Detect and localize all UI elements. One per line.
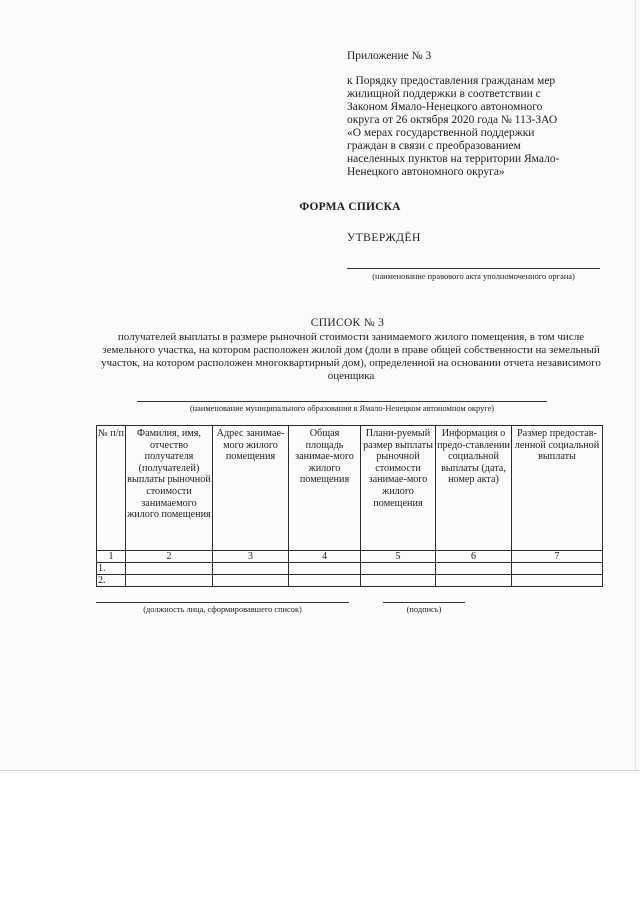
column-number: 4 (289, 551, 361, 563)
page-edge-shadow (635, 0, 636, 770)
column-header: Общая площадь занимае-мого жилого помещения (289, 426, 361, 551)
column-number-row (97, 551, 603, 563)
column-header: Адрес занимае-мого жилого помещения (213, 426, 289, 551)
appendix-line: жилищной поддержки в соответствии с (347, 88, 541, 100)
list-title: СПИСОК № 3 (310, 317, 385, 329)
column-header: Плани-руемый размер выплаты рыночной стоимости занимае-мого жилого помещения (361, 426, 436, 551)
table-cell (436, 563, 512, 575)
table-cell (126, 563, 213, 575)
legal-act-line (347, 268, 600, 269)
column-header: Размер предостав-ленной социальной выплаты (512, 426, 603, 551)
table-cell (436, 575, 512, 587)
column-number: 2 (126, 551, 213, 563)
table-cell (126, 575, 213, 587)
row-number: 1. (97, 563, 126, 575)
appendix-title: Приложение № 3 (347, 50, 432, 62)
column-number: 7 (512, 551, 603, 563)
column-number: 5 (361, 551, 436, 563)
table-cell (213, 575, 289, 587)
table-cell (512, 563, 603, 575)
position-signature-line (96, 602, 349, 603)
table-cell (361, 575, 436, 587)
appendix-line: округа от 26 октября 2020 года № 113-ЗАО (347, 114, 558, 126)
appendix-line: граждан в связи с преобразованием (347, 140, 521, 152)
table-row (97, 563, 603, 575)
table-header-row (97, 426, 603, 551)
form-heading: ФОРМА СПИСКА (299, 201, 401, 213)
signature-caption: (подпись) (406, 605, 442, 614)
column-header: № п/п (97, 426, 126, 551)
municipality-line (137, 401, 547, 402)
appendix-line: Законом Ямало-Ненецкого автономного (347, 101, 543, 113)
legal-act-caption: (наименование правового акта уполномоченного органа) (372, 272, 575, 281)
appendix-line: к Порядку предоставления гражданам мер (347, 75, 556, 87)
table-cell (213, 563, 289, 575)
table-cell (361, 563, 436, 575)
list-description: получателей выплаты в размере рыночной стоимости занимаемого жилого помещения, в том числе земельного участка, на котором расположен жилой дом (доли в праве общей собственности на земельный участок, на котором расположен многоквартирный дом), определенной на основании отчета независимого оценщика (101, 331, 601, 382)
recipients-table (96, 425, 603, 587)
table-cell (289, 575, 361, 587)
column-header: Фамилия, имя, отчество получателя (получателей) выплаты рыночной стоимости занимаемого жилого помещения (126, 426, 213, 551)
appendix-line: Ненецкого автономного округа» (347, 166, 505, 178)
table-cell (512, 575, 603, 587)
table-cell (289, 563, 361, 575)
signature-line (383, 602, 465, 603)
appendix-line: населенных пунктов на территории Ямало- (347, 153, 560, 165)
approved-label: УТВЕРЖДЁН (347, 232, 421, 244)
row-number: 2. (97, 575, 126, 587)
appendix-line: «О мерах государственной поддержки (347, 127, 535, 139)
table-row (97, 575, 603, 587)
position-caption: (должность лица, сформировавшего список) (143, 605, 302, 614)
column-number: 6 (436, 551, 512, 563)
column-number: 1 (97, 551, 126, 563)
column-number: 3 (213, 551, 289, 563)
appendix-block (347, 50, 597, 179)
column-header: Информация о предо-ставлении социальной выплаты (дата, номер акта) (436, 426, 512, 551)
municipality-caption: (наименование муниципального образования в Ямало-Ненецком автономном округе) (189, 404, 495, 413)
